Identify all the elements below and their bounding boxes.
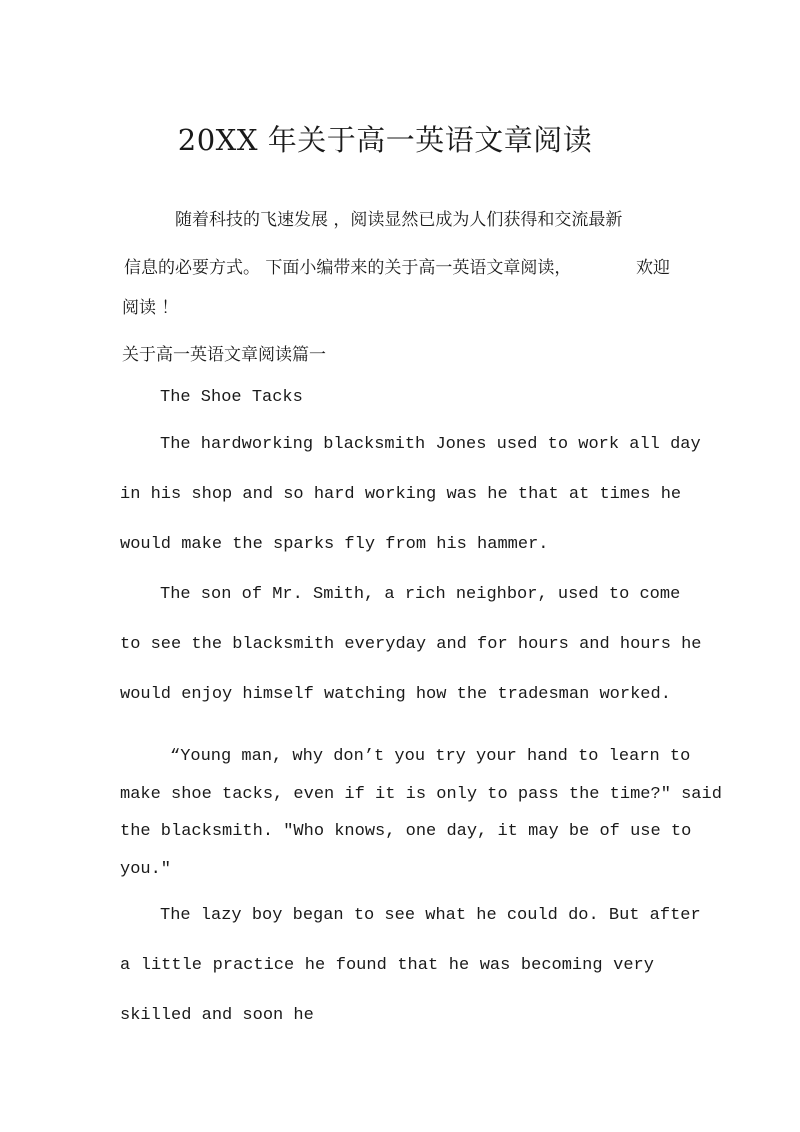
paragraph-3-line-3: the blacksmith. ″Who knows, one day, it may be of use to — [120, 822, 692, 841]
paragraph-3-line-2: make shoe tacks, even if it is only to pass the time?″ said — [120, 785, 722, 804]
paragraph-1-line-2: in his shop and so hard working was he that at times he — [120, 485, 682, 504]
paragraph-1-line-3: would make the sparks fly from his hammer. — [120, 535, 549, 554]
intro-line-1: 随着科技的飞速发展 ，阅读显然已成为人们获得和交流最新 — [175, 210, 623, 230]
word: he — [304, 956, 326, 975]
word: was — [479, 956, 511, 975]
paragraph-1-line-1: The hardworking blacksmith Jones used to work all day — [160, 435, 701, 454]
paragraph-4-line-2 — [120, 956, 654, 976]
intro-line-2-end: 欢迎 — [636, 258, 670, 278]
paragraph-2-line-3: would enjoy himself watching how the tradesman worked. — [120, 685, 671, 704]
story-title: The Shoe Tacks — [160, 388, 303, 407]
paragraph-3-line-1: “Young man, why don’t you try your hand to learn to — [170, 747, 691, 766]
word: very — [613, 956, 654, 975]
intro-line-3: 阅读 ！ — [122, 298, 179, 318]
paragraph-2-line-1: The son of Mr. Smith, a rich neighbor, used to come — [160, 585, 681, 604]
paragraph-3-line-4: you.″ — [120, 860, 172, 879]
word: a — [120, 956, 131, 975]
intro-line-2: 信息的必要方式。 下面小编带来的关于高一英语文章阅读， — [124, 258, 572, 278]
word: found — [335, 956, 387, 975]
word: practice — [212, 956, 295, 975]
paragraph-4-line-1: The lazy boy began to see what he could do. But after — [160, 906, 701, 925]
word: he — [448, 956, 470, 975]
paragraph-2-line-2: to see the blacksmith everyday and for hours and hours he — [120, 635, 702, 654]
paragraph-4-line-3: skilled and soon he — [120, 1006, 314, 1025]
document-title: 20XX 年关于高一英语文章阅读 — [177, 123, 593, 157]
word: little — [140, 956, 202, 975]
word: that — [397, 956, 439, 975]
word: becoming — [520, 956, 603, 975]
section-heading: 关于高一英语文章阅读篇一 — [122, 345, 326, 365]
